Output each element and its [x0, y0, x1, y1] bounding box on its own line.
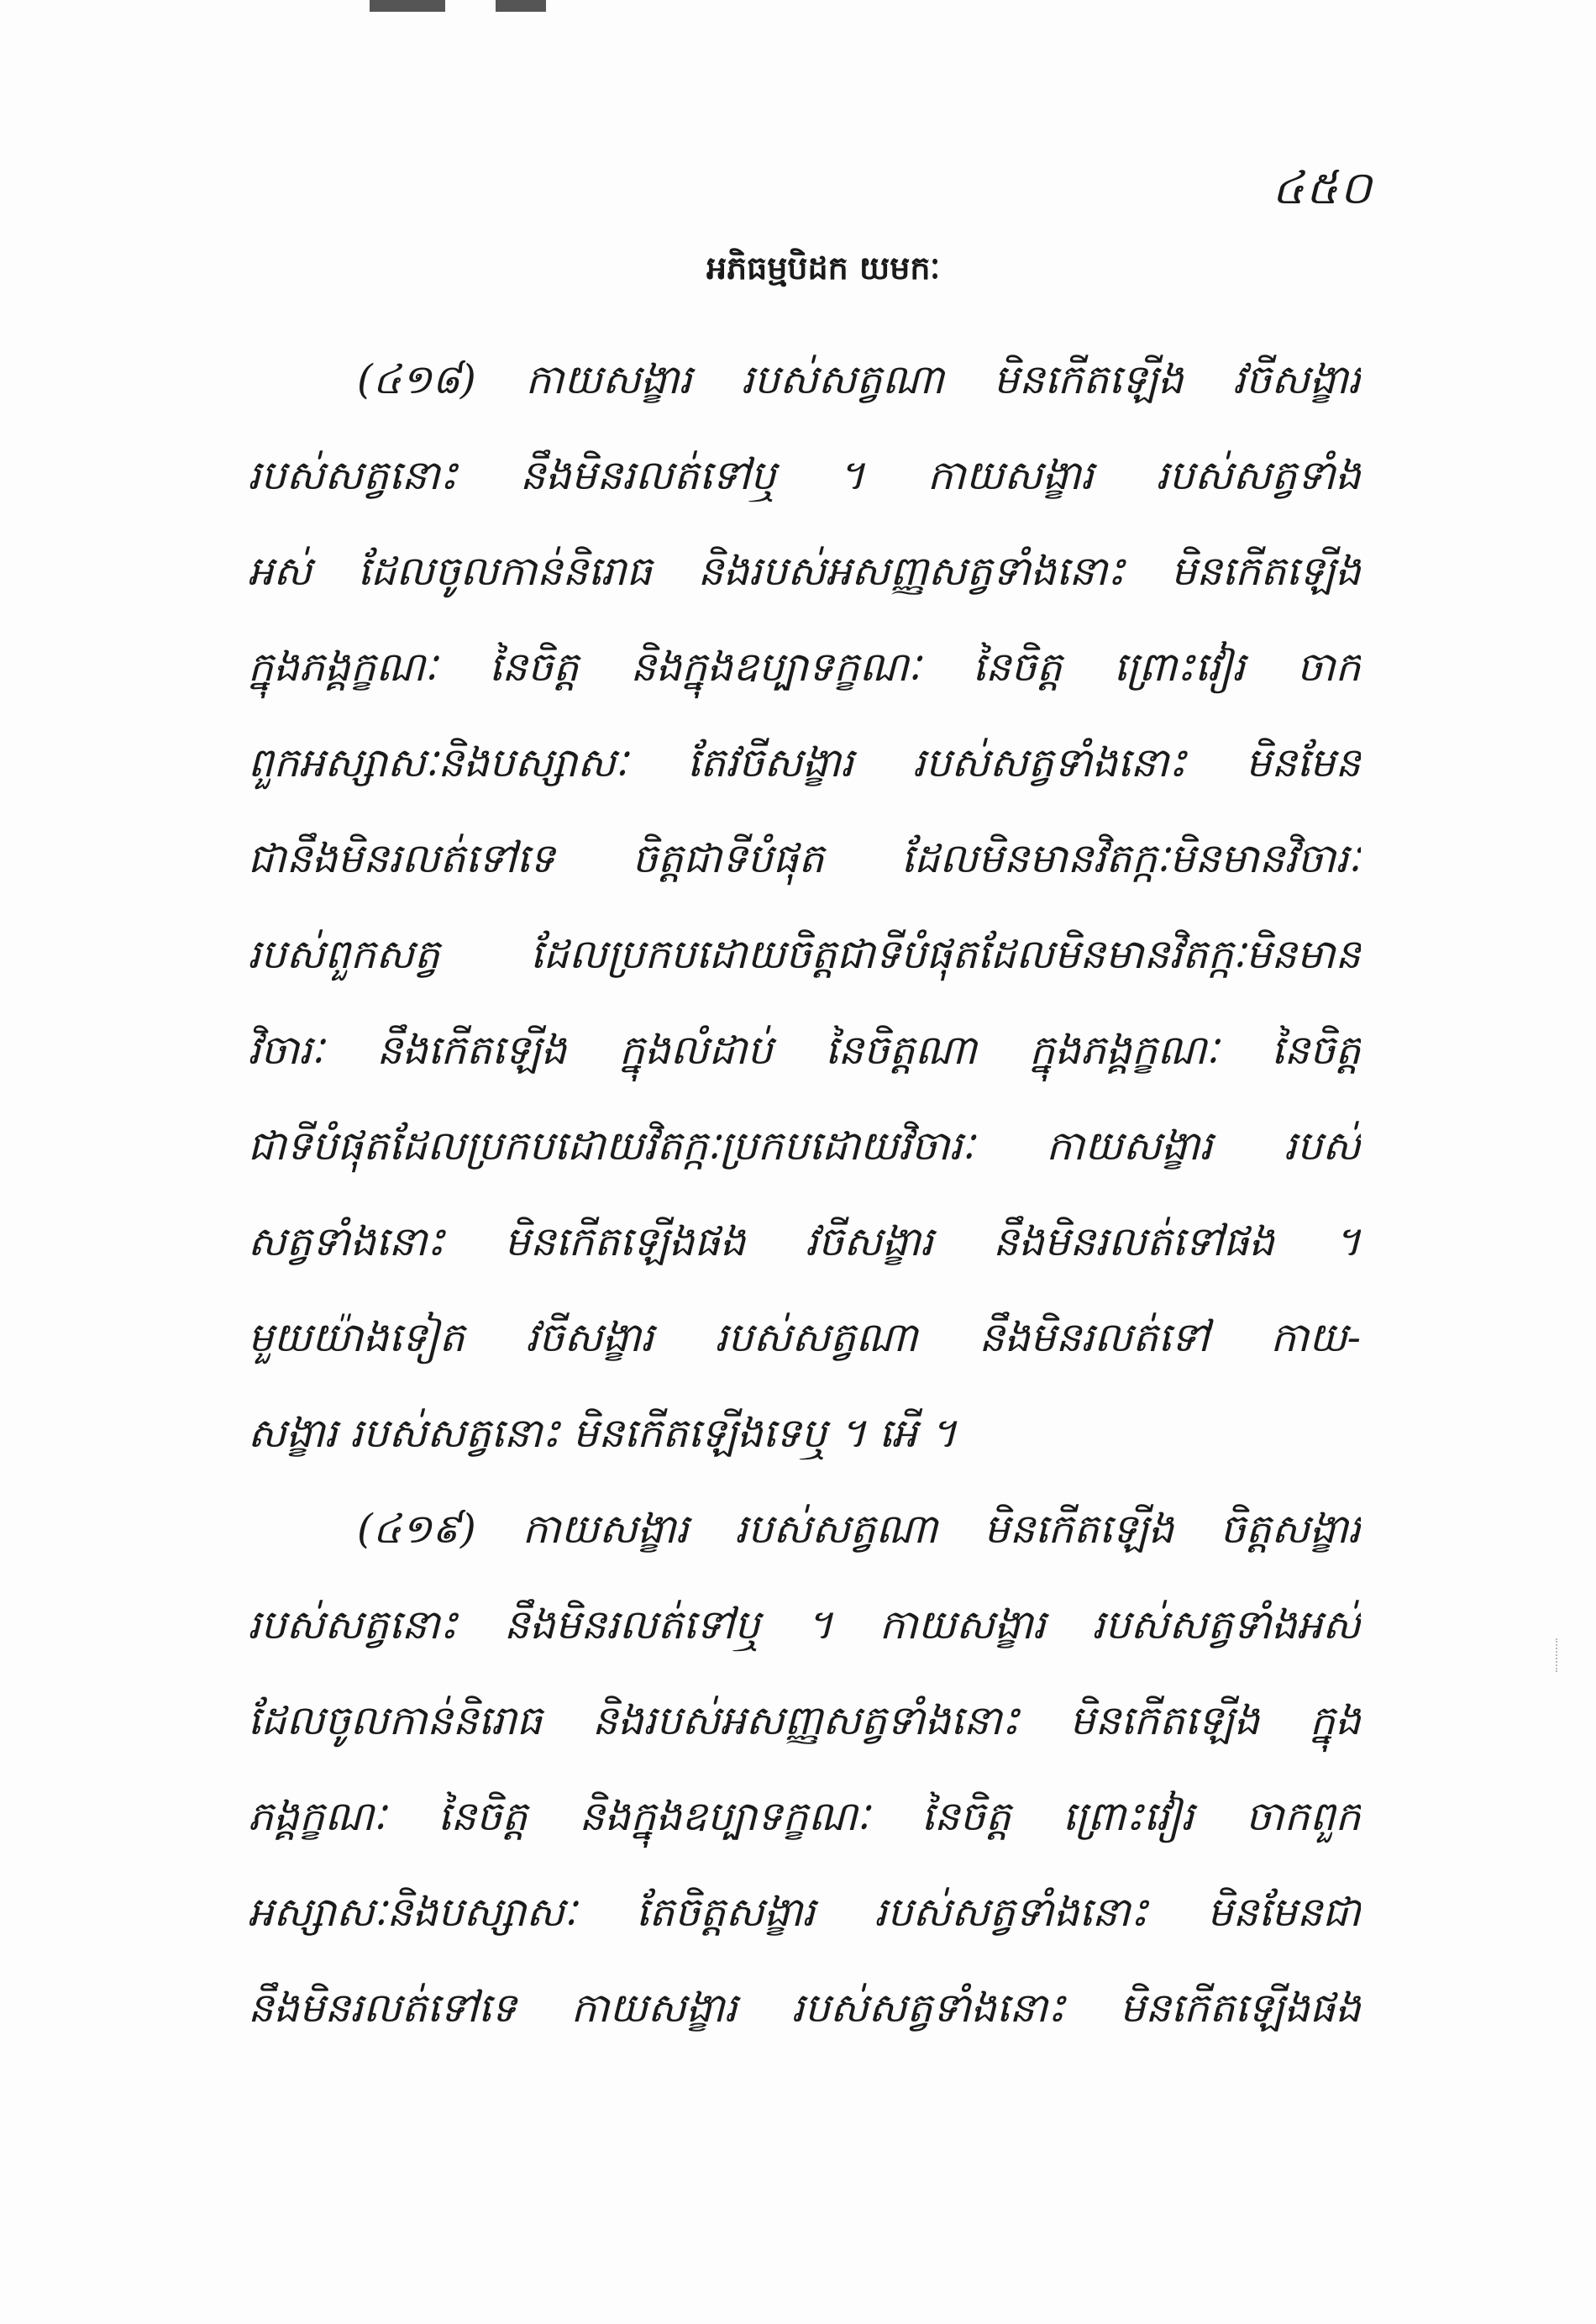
text-line: ក្នុងភង្គក្ខណៈ នៃចិត្ត និងក្នុងឧប្បាទក្ខណៈ នៃចិត្ត ព្រោះវៀរ ចាក	[248, 644, 1361, 691]
text-line: សង្ខារ របស់សត្វនោះ មិនកើតឡើងទេឬ ។ អើ ។	[248, 1410, 957, 1457]
paragraph-418	[248, 332, 1361, 1481]
scan-edge-mark	[370, 0, 445, 12]
text-line: ពួកអស្សាសៈនិងបស្សាសៈ តែវចីសង្ខារ របស់សត្វទាំងនោះ មិនមែន	[248, 739, 1361, 786]
paragraph-419	[248, 1481, 1361, 2056]
text-line: របស់ពួកសត្វ ដែលប្រកបដោយចិត្តជាទីបំផុតដែលមិនមានវិតក្កៈមិនមាន	[248, 931, 1361, 978]
text-line: ជាទីបំផុតដែលប្រកបដោយវិតក្កៈប្រកបដោយវិចារៈ កាយសង្ខារ របស់	[248, 1123, 1361, 1170]
scan-edge-mark	[496, 0, 546, 12]
text-line: (៤១៨) កាយសង្ខារ របស់សត្វណា មិនកើតឡើង វចីសង្ខារ	[357, 356, 1361, 403]
text-line: អស្សាសៈនិងបស្សាសៈ តែចិត្តសង្ខារ របស់សត្វទាំងនោះ មិនមែនជា	[248, 1889, 1361, 1936]
text-line: នឹងមិនរលត់ទៅទេ កាយសង្ខារ របស់សត្វទាំងនោះ មិនកើតឡើងផង	[248, 1985, 1361, 2032]
text-line: ជានឹងមិនរលត់ទៅទេ ចិត្តជាទីបំផុត ដែលមិនមានវិតក្កៈមិនមានវិចារៈ	[248, 835, 1361, 882]
text-line: សត្វទាំងនោះ មិនកើតឡើងផង វចីសង្ខារ នឹងមិនរលត់ទៅផង ។	[248, 1218, 1361, 1265]
scan-speck	[1556, 1638, 1562, 1672]
page-header: អភិធម្មបិដក យមកៈ	[706, 249, 941, 287]
text-line: វិចារៈ នឹងកើតឡើង ក្នុងលំដាប់ នៃចិត្តណា ក្នុងភង្គក្ខណៈ នៃចិត្ត	[248, 1027, 1361, 1074]
page-number: ៤៥០	[1272, 161, 1373, 214]
text-line: មួយយ៉ាងទៀត វចីសង្ខារ របស់សត្វណា នឹងមិនរលត់ទៅ កាយ-	[248, 1314, 1361, 1361]
text-line: របស់សត្វនោះ នឹងមិនរលត់ទៅឬ ។ កាយសង្ខារ របស់សត្វទាំងអស់	[248, 1601, 1361, 1648]
text-line: អស់ ដែលចូលកាន់និរោធ និងរបស់អសញ្ញសត្វទាំងនោះ មិនកើតឡើង	[248, 548, 1361, 595]
text-line: (៤១៩) កាយសង្ខារ របស់សត្វណា មិនកើតឡើង ចិត្តសង្ខារ	[357, 1506, 1361, 1553]
body-text	[248, 332, 1361, 2056]
text-line: ដែលចូលកាន់និរោធ និងរបស់អសញ្ញសត្វទាំងនោះ មិនកើតឡើង ក្នុង	[248, 1697, 1361, 1744]
text-line: របស់សត្វនោះ នឹងមិនរលត់ទៅឬ ។ កាយសង្ខារ របស់សត្វទាំង	[248, 452, 1361, 499]
text-line: ភង្គក្ខណៈ នៃចិត្ត និងក្នុងឧប្បាទក្ខណៈ នៃចិត្ត ព្រោះវៀរ ចាកពួក	[248, 1793, 1361, 1840]
